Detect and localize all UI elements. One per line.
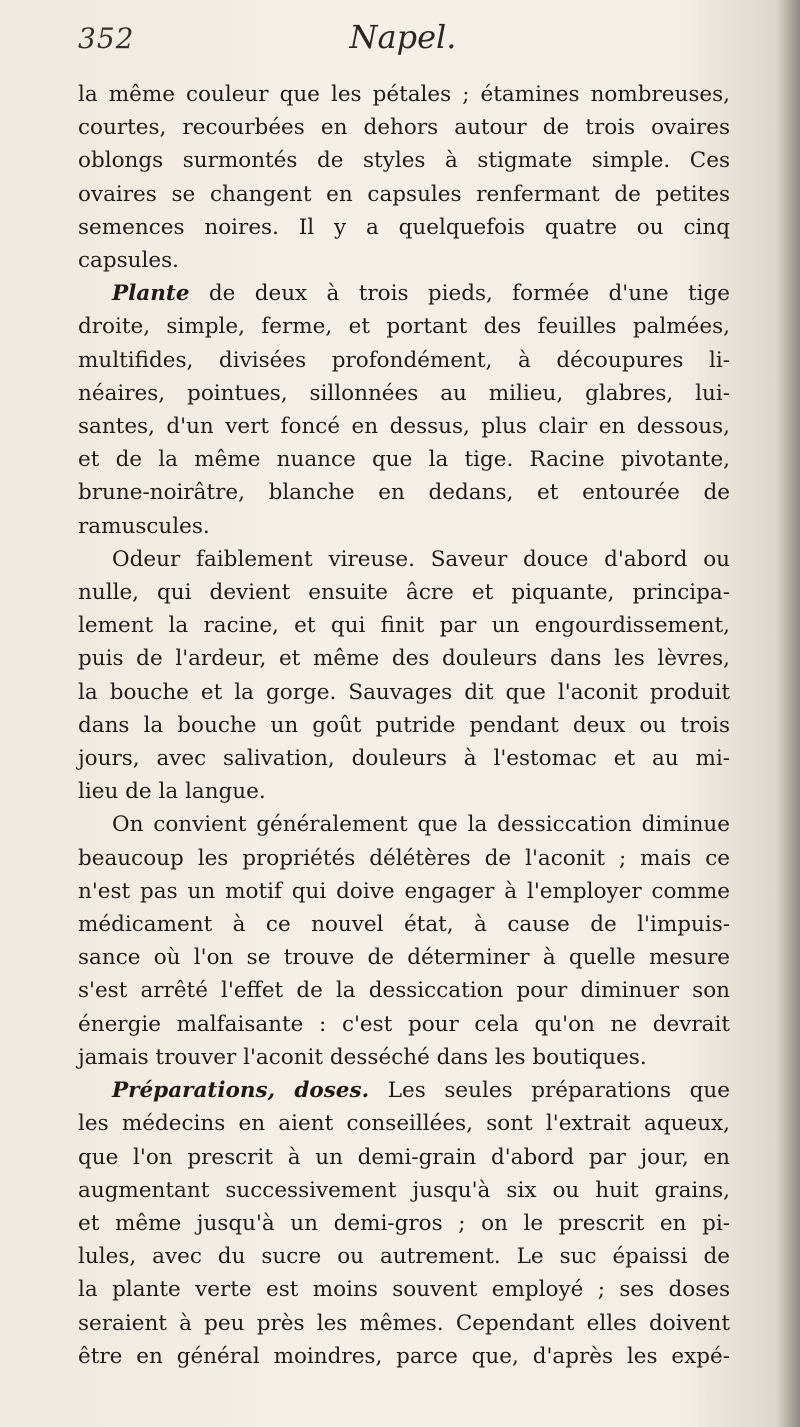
text-line: multifides, divisées profondément, à découpures li- [78,347,730,373]
text-line: brune-noirâtre, blanche en dedans, et entourée de [78,480,730,506]
text-line: ovaires se changent en capsules renfermant de petites [78,181,730,207]
text-line: seraient à peu près les mêmes. Cependant elles doivent [78,1310,730,1336]
text-line: néaires, pointues, sillonnées au milieu, glabres, lui- [78,380,730,406]
text-line: augmentant successivement jusqu'à six ou huit grains, [78,1177,730,1203]
text-line: s'est arrêté l'effet de la dessiccation pour diminuer son [78,978,730,1004]
paragraph-lead: Plante [112,281,190,307]
text-run: Les seules préparations que [369,1078,730,1104]
text-line: médicament à ce nouvel état, à cause de l'impuis- [78,912,730,938]
running-title: Napel. [349,18,457,56]
text-line: puis de l'ardeur, et même des douleurs dans les lèvres, [78,646,730,672]
body-text [78,78,730,1373]
text-line: et de la même nuance que la tige. Racine pivotante, [78,447,730,473]
text-line: beaucoup les propriétés délétères de l'aconit ; mais ce [78,845,730,871]
text-line: semences noires. Il y a quelquefois quatre ou cinq [78,214,730,240]
text-line [78,277,730,310]
text-line: dans la bouche un goût putride pendant deux ou trois [78,712,730,738]
text-line: lement la racine, et qui finit par un engourdissement, [78,613,730,639]
text-line: la bouche et la gorge. Sauvages dit que l'aconit produit [78,679,730,705]
text-line: santes, d'un vert foncé en dessus, plus clair en dessous, [78,414,730,440]
text-line: capsules. [78,248,179,274]
text-line: nulle, qui devient ensuite âcre et piquante, principa- [78,580,730,606]
page-number: 352 [78,22,135,55]
text-line: Odeur faiblement vireuse. Saveur douce d'abord ou [112,546,730,572]
text-line: oblongs surmontés de styles à stigmate simple. Ces [78,148,730,174]
text-line: n'est pas un motif qui doive engager à l'employer comme [78,878,730,904]
text-line: droite, simple, ferme, et portant des feuilles palmées, [78,314,730,340]
text-line: les médecins en aient conseillées, sont l'extrait aqueux, [78,1111,730,1137]
text-line: jours, avec salivation, douleurs à l'estomac et au mi- [78,746,730,772]
text-line: la plante verte est moins souvent employé ; ses doses [78,1277,730,1303]
text-line: que l'on prescrit à un demi-grain d'abord par jour, en [78,1144,730,1170]
text-line: être en général moindres, parce que, d'après les expé- [78,1343,730,1369]
paragraph [78,808,730,1074]
paragraph [78,78,730,277]
text-line: sance où l'on se trouve de déterminer à quelle mesure [78,945,730,971]
paragraph-lead: Préparations, doses. [112,1078,370,1104]
text-line: et même jusqu'à un demi-gros ; on le prescrit en pi- [78,1210,730,1236]
paragraph [78,1074,730,1373]
text-line: On convient généralement que la dessiccation diminue [112,812,730,838]
text-line: la même couleur que les pétales ; étamines nombreuses, [78,82,730,107]
text-line: lieu de la langue. [78,779,266,805]
text-line: ramuscules. [78,513,210,539]
text-line [78,1074,730,1107]
page-header [78,14,728,64]
text-line: jamais trouver l'aconit desséché dans les boutiques. [78,1044,647,1070]
text-line: lules, avec du sucre ou autrement. Le suc épaissi de [78,1244,730,1270]
text-line: énergie malfaisante : c'est pour cela qu'on ne devrait [78,1011,730,1037]
paragraph [78,543,730,809]
paragraph [78,277,730,543]
text-line: courtes, recourbées en dehors autour de trois ovaires [78,115,730,141]
text-run: de deux à trois pieds, formée d'une tige [189,281,730,307]
